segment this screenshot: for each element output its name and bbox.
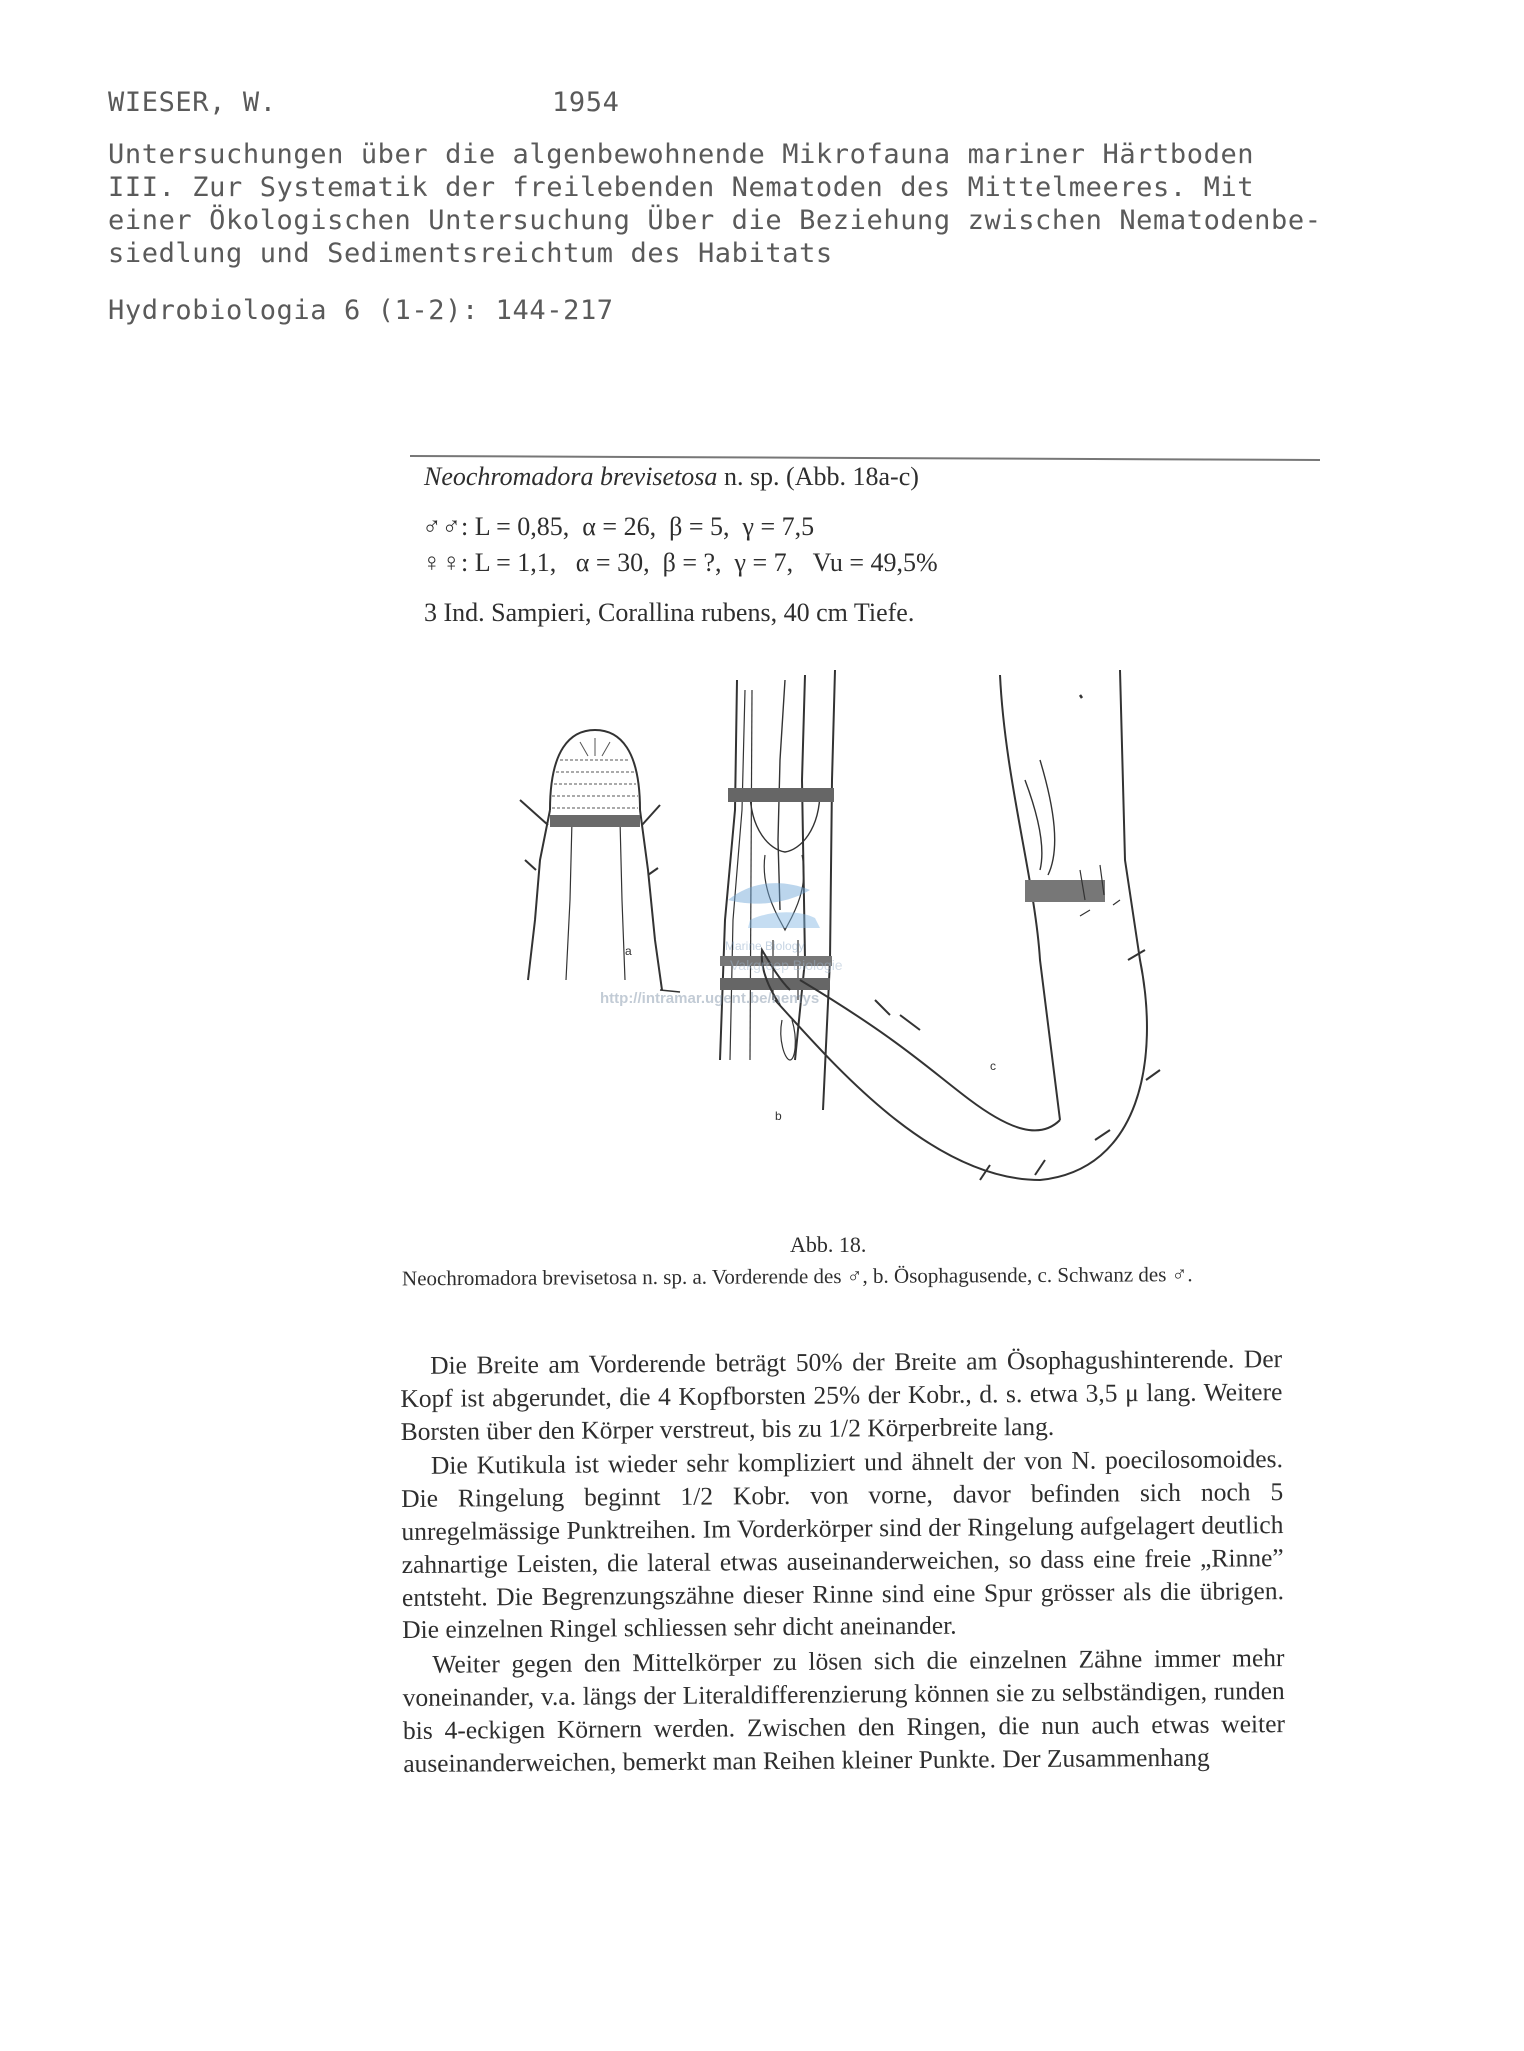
- measurements-males: ♂♂: L = 0,85, α = 26, β = 5, γ = 7,5: [422, 512, 815, 541]
- panel-label-b: b: [775, 1109, 782, 1123]
- title-line: Untersuchungen über die algenbewohnende Mikrofauna mariner Härtboden: [108, 139, 1255, 170]
- panel-a-drawing: [520, 730, 680, 992]
- panel-label-c: c: [990, 1059, 996, 1073]
- figure-caption: Neochromadora brevisetosa n. sp. a. Vorderende des ♂, b. Ösophagusende, c. Schwanz des ♂.: [401, 1262, 1193, 1291]
- watermark-line-1: Marine Biology: [725, 939, 805, 953]
- year: 1954: [552, 87, 620, 118]
- species-suffix: n. sp. (Abb. 18a-c): [717, 462, 919, 491]
- panel-c-drawing: [762, 670, 1160, 1180]
- author: WIESER, W.: [108, 87, 277, 118]
- watermark-line-2: Vakgroep Biologie: [730, 957, 843, 973]
- species-heading: [424, 462, 919, 492]
- species-name: Neochromadora brevisetosa: [424, 462, 718, 491]
- figure-illustration: [480, 660, 1340, 1220]
- paragraph: Die Kutikula ist wieder sehr kompliziert und ähnelt der von N. poecilosomoides. Die Ringelung beginnt 1/2 Kobr. von vorne, davor befinden sich noch 5 unregelmässige Punktreihen. Im Vorderkörper sind der Ringelung aufgelagert deutlich zahnartige Leisten, die lateral etwas auseinanderweichen, so dass eine freie „Rinne” entsteht. Die Begrenzungszähne dieser Rinne sind eine Spur grösser als die übrigen. Die einzelnen Ringel schliessen sehr dicht aneinander.: [401, 1444, 1285, 1645]
- section-divider: [410, 455, 1320, 461]
- locality-line: 3 Ind. Sampieri, Corallina rubens, 40 cm Tiefe.: [424, 598, 915, 627]
- panel-label-a: a: [625, 944, 632, 958]
- paragraph: Die Breite am Vorderende beträgt 50% der Breite am Ösophagushinterende. Der Kopf ist abgerundet, die 4 Kopfborsten 25% der Kobr., d. s. etwa 3,5 μ lang. Weitere Borsten über den Körper verstreut, bis zu 1/2 Körperbreite lang.: [400, 1344, 1283, 1446]
- body-text: [400, 1343, 1285, 1782]
- watermark-url: http://intramar.ugent.be/nemys: [600, 990, 820, 1007]
- measurements-females: ♀♀: L = 1,1, α = 30, β = ?, γ = 7, Vu = 49,5%: [422, 548, 938, 577]
- title-line: III. Zur Systematik der freilebenden Nematoden des Mittelmeeres. Mit: [108, 172, 1255, 203]
- title-line: einer Ökologischen Untersuchung Über die Beziehung zwischen Nematodenbe-: [108, 205, 1322, 236]
- title-line: siedlung und Sedimentsreichtum des Habitats: [108, 238, 833, 269]
- paragraph: Weiter gegen den Mittelkörper zu lösen sich die einzelnen Zähne immer mehr voneinander, v.a. längs der Literaldifferenzierung können sie zu selbständigen, runden bis 4-eckigen Körnern werden. Zwischen den Ringen, die nun auch etwas weiter auseinanderweichen, bemerkt man Reihen kleiner Punkte. Der Zusammenhang: [402, 1643, 1286, 1778]
- reference-title: [108, 138, 1322, 270]
- journal-citation: Hydrobiologia 6 (1-2): 144-217: [108, 295, 614, 326]
- figure-caption-title: Abb. 18.: [790, 1232, 867, 1257]
